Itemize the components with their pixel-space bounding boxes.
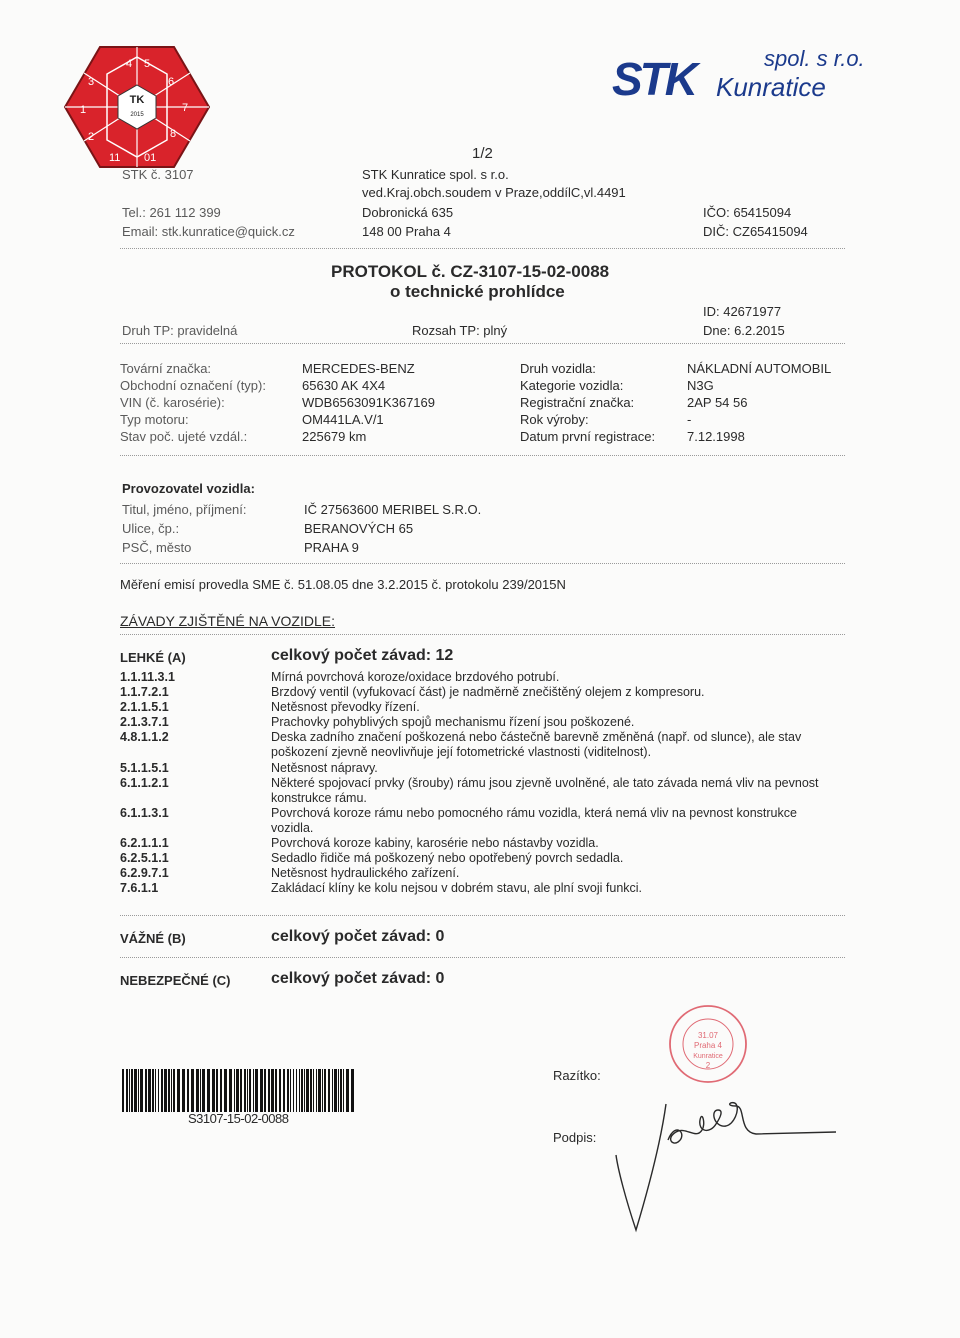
barcode-bar xyxy=(200,1069,201,1112)
defect-code: 1.1.11.3.1 xyxy=(120,670,175,684)
barcode-bar xyxy=(191,1069,194,1112)
barcode-bar xyxy=(173,1069,175,1112)
svg-text:3: 3 xyxy=(88,76,95,88)
barcode-bar xyxy=(249,1069,251,1112)
barcode-bar xyxy=(334,1069,337,1112)
email: Email: stk.kunratice@quick.cz xyxy=(122,224,295,239)
defect-description: Netěsnost nápravy. xyxy=(271,761,378,775)
svg-text:8: 8 xyxy=(170,128,177,140)
barcode-bar xyxy=(182,1069,185,1112)
barcode-bar xyxy=(145,1069,147,1112)
vehicle-right-labels xyxy=(520,360,655,445)
vehicle-label: VIN (č. karosérie): xyxy=(120,395,225,410)
defect-description: Povrchová koroze kabiny, karosérie nebo nástavby vozidla. xyxy=(271,836,599,850)
svg-text:6: 6 xyxy=(168,76,175,88)
svg-text:2015: 2015 xyxy=(130,112,144,118)
svg-text:2: 2 xyxy=(705,1061,711,1070)
barcode-bar xyxy=(202,1069,205,1112)
defect-description: Prachovky pohyblivých spojů mechanismu řízení jsou poškozené. xyxy=(271,715,635,729)
vehicle-kind: NÁKLADNÍ AUTOMOBIL xyxy=(687,361,832,376)
operator-labels xyxy=(122,500,247,557)
vehicle-left-labels xyxy=(120,360,266,445)
vehicle-label: Rok výroby: xyxy=(520,412,589,427)
barcode-bar xyxy=(316,1069,317,1112)
barcode-bar xyxy=(332,1069,333,1112)
barcode-bar xyxy=(168,1069,170,1112)
vehicle-label: Stav poč. ujeté vzdál.: xyxy=(120,429,248,444)
barcode-bar xyxy=(164,1069,167,1112)
svg-text:01: 01 xyxy=(144,152,157,164)
protocol-subtitle: o technické prohlídce xyxy=(390,282,565,301)
official-stamp xyxy=(667,1002,749,1086)
light-defects-name: LEHKÉ (A) xyxy=(120,650,186,665)
vehicle-make: MERCEDES-BENZ xyxy=(302,361,415,376)
barcode-bar xyxy=(138,1069,139,1112)
divider xyxy=(120,915,845,916)
defect-description: Zakládací klíny ke kolu nejsou v dobrém stavu, ale plní svoji funkci. xyxy=(271,881,643,895)
barcode xyxy=(122,1069,357,1112)
vehicle-type: 65630 AK 4X4 xyxy=(302,378,386,393)
protocol-id: ID: 42671977 xyxy=(703,304,782,319)
barcode-bar xyxy=(328,1069,330,1112)
barcode-bar xyxy=(158,1069,159,1112)
barcode-bar xyxy=(240,1069,242,1112)
barcode-bar xyxy=(304,1069,305,1112)
barcode-bar xyxy=(161,1069,163,1112)
defect-code: 2.1.1.5.1 xyxy=(120,700,169,714)
barcode-bar xyxy=(234,1069,235,1112)
barcode-bar xyxy=(343,1069,344,1112)
barcode-bar xyxy=(306,1069,309,1112)
vehicle-label: Datum první registrace: xyxy=(520,429,656,444)
company-city: 148 00 Praha 4 xyxy=(362,224,451,239)
barcode-bar xyxy=(134,1069,137,1112)
vehicle-label: Typ motoru: xyxy=(120,412,189,427)
barcode-bar xyxy=(293,1069,294,1112)
vehicle-category: N3G xyxy=(687,378,714,393)
barcode-bar xyxy=(310,1069,312,1112)
barcode-bar xyxy=(340,1069,342,1112)
vehicle-year: - xyxy=(687,412,692,427)
major-defects-total: celkový počet závad: 0 xyxy=(271,928,445,945)
light-defects-total: celkový počet závad: 12 xyxy=(271,647,454,664)
barcode-bar xyxy=(216,1069,218,1112)
vehicle-label: Obchodní označení (typ): xyxy=(120,378,266,393)
svg-text:1: 1 xyxy=(80,104,87,116)
signature-label: Podpis: xyxy=(553,1130,597,1145)
svg-text:4: 4 xyxy=(126,58,133,70)
vehicle-first-registration: 7.12.1998 xyxy=(687,429,745,444)
barcode-bar xyxy=(155,1069,156,1112)
divider xyxy=(120,343,845,344)
company-name: STK Kunratice spol. s r.o. xyxy=(362,167,509,182)
barcode-bar xyxy=(318,1069,321,1112)
dic: DIČ: CZ65415094 xyxy=(703,224,808,239)
divider xyxy=(120,248,845,249)
svg-text:11: 11 xyxy=(109,152,121,164)
defect-description: Mírná povrchová koroze/oxidace brzdového potrubí. xyxy=(271,670,560,684)
operator-label: Titul, jméno, příjmení: xyxy=(122,502,247,517)
barcode-bar xyxy=(279,1069,281,1112)
defect-code: 6.1.1.2.1 xyxy=(120,776,169,790)
ico: IČO: 65415094 xyxy=(703,205,792,220)
vehicle-left-values xyxy=(302,360,435,445)
vehicle-label: Registrační značka: xyxy=(520,395,635,410)
defects-heading: ZÁVADY ZJIŠTĚNÉ NA VOZIDLE: xyxy=(120,613,335,629)
operator-label: Ulice, čp.: xyxy=(122,521,180,536)
barcode-bar xyxy=(313,1069,314,1112)
logo-kunratice-text: Kunratice xyxy=(716,72,826,102)
barcode-bar xyxy=(187,1069,189,1112)
company-street: Dobronická 635 xyxy=(362,205,454,220)
vehicle-right-values xyxy=(687,360,831,445)
defect-description: Deska zadního značení poškozená nebo částečně barevně změněná (např. od slunce), ale stav poškození zjevně neovlivňuje její fotometrické vlastnosti (viditelnost). xyxy=(271,730,802,759)
protocol-title: PROTOKOL č. CZ-3107-15-02-0088 xyxy=(331,262,610,281)
stk-hexagon-logo xyxy=(64,45,210,169)
vehicle-label: Druh vozidla: xyxy=(520,361,596,376)
divider xyxy=(120,957,845,958)
barcode-bar xyxy=(253,1069,254,1112)
vehicle-mileage: 225679 km xyxy=(302,429,367,444)
defect-code: 5.1.1.5.1 xyxy=(120,761,169,775)
defect-code: 4.8.1.1.2 xyxy=(120,730,169,744)
defect-code: 6.2.5.1.1 xyxy=(120,851,169,865)
barcode-bar xyxy=(324,1069,326,1112)
barcode-bar xyxy=(260,1069,263,1112)
barcode-text: S3107-15-02-0088 xyxy=(188,1111,289,1126)
vehicle-plate: 2AP 54 56 xyxy=(687,395,748,410)
svg-text:Praha 4: Praha 4 xyxy=(693,1041,723,1050)
divider xyxy=(120,634,845,635)
operator-city: PRAHA 9 xyxy=(304,540,359,555)
defect-description: Brzdový ventil (vyfukovací část) je nadměrně znečištěný olejem z kompresoru. xyxy=(271,685,705,699)
barcode-bar xyxy=(131,1069,133,1112)
svg-text:7: 7 xyxy=(182,102,189,114)
dangerous-defects-name: NEBEZPEČNÉ (C) xyxy=(120,973,231,988)
divider xyxy=(120,563,845,564)
stk-number: STK č. 3107 xyxy=(122,167,194,182)
vehicle-engine: OM441LA.V/1 xyxy=(302,412,384,427)
defect-code: 1.1.7.2.1 xyxy=(120,685,169,699)
barcode-bar xyxy=(212,1069,215,1112)
barcode-bar xyxy=(296,1069,297,1112)
barcode-bar xyxy=(255,1069,258,1112)
logo-stk-text: STK xyxy=(612,53,695,105)
defect-code: 6.2.9.7.1 xyxy=(120,866,169,880)
barcode-bar xyxy=(271,1069,274,1112)
barcode-bar xyxy=(229,1069,232,1112)
defect-description: Netěsnost převodky řízení. xyxy=(271,700,420,714)
operator-label: PSČ, město xyxy=(122,540,192,555)
operator-street: BERANOVÝCH 65 xyxy=(304,521,414,536)
phone: Tel.: 261 112 399 xyxy=(122,205,221,220)
barcode-bar xyxy=(290,1069,291,1112)
barcode-bar xyxy=(177,1069,180,1112)
defect-code: 6.2.1.1.1 xyxy=(120,836,169,850)
barcode-bar xyxy=(196,1069,199,1112)
svg-text:31.07: 31.07 xyxy=(697,1031,719,1040)
barcode-bar xyxy=(171,1069,172,1112)
divider xyxy=(120,455,845,456)
barcode-bar xyxy=(346,1069,349,1112)
company-registration: ved.Kraj.obch.soudem v Praze,oddílC,vl.4491 xyxy=(362,185,626,200)
emissions-note: Měření emisí provedla SME č. 51.08.05 dne 3.2.2015 č. protokolu 239/2015N xyxy=(120,577,566,592)
page-number: 1/2 xyxy=(472,145,493,162)
protocol-date: Dne: 6.2.2015 xyxy=(703,323,785,338)
svg-text:5: 5 xyxy=(144,58,151,70)
barcode-bar xyxy=(264,1069,266,1112)
stk-kunratice-logo xyxy=(606,46,886,106)
barcode-bar xyxy=(322,1069,323,1112)
defect-description: Sedadlo řidiče má poškozený nebo opotřebený povrch sedadla. xyxy=(271,851,624,865)
barcode-bar xyxy=(301,1069,303,1112)
vehicle-vin: WDB6563091K367169 xyxy=(302,395,435,410)
barcode-bar xyxy=(129,1069,130,1112)
barcode-bar xyxy=(283,1069,285,1112)
major-defects-name: VÁŽNÉ (B) xyxy=(120,931,186,946)
barcode-bar xyxy=(236,1069,239,1112)
barcode-bar xyxy=(224,1069,227,1112)
dangerous-defects-total: celkový počet závad: 0 xyxy=(271,970,445,987)
inspection-type: Druh TP: pravidelná xyxy=(122,323,238,338)
barcode-bar xyxy=(148,1069,151,1112)
barcode-bar xyxy=(244,1069,246,1112)
operator-name: IČ 27563600 MERIBEL S.R.O. xyxy=(304,502,482,517)
inspection-scope: Rozsah TP: plný xyxy=(412,323,508,338)
barcode-bar xyxy=(275,1069,277,1112)
signature xyxy=(606,1080,846,1248)
barcode-bar xyxy=(207,1069,210,1112)
barcode-bar xyxy=(140,1069,143,1112)
operator-values xyxy=(304,500,481,557)
barcode-bar xyxy=(299,1069,300,1112)
defect-description: Netěsnost hydraulického zařízení. xyxy=(271,866,460,880)
svg-text:Kunratice: Kunratice xyxy=(693,1053,723,1060)
barcode-bar xyxy=(220,1069,222,1112)
barcode-bar xyxy=(351,1069,354,1112)
stamp-label: Razítko: xyxy=(553,1068,601,1083)
barcode-bar xyxy=(122,1069,124,1112)
defect-code: 7.6.1.1 xyxy=(120,881,159,895)
operator-heading: Provozovatel vozidla: xyxy=(122,481,255,496)
svg-text:TK: TK xyxy=(129,94,145,106)
barcode-bar xyxy=(247,1069,248,1112)
vehicle-label: Tovární značka: xyxy=(120,361,212,376)
logo-spol-text: spol. s r.o. xyxy=(764,46,865,71)
barcode-bar xyxy=(268,1069,270,1112)
svg-text:2: 2 xyxy=(88,131,95,143)
barcode-bar xyxy=(287,1069,289,1112)
vehicle-label: Kategorie vozidla: xyxy=(520,378,624,393)
defect-code: 6.1.1.3.1 xyxy=(120,806,169,820)
defect-code: 2.1.3.7.1 xyxy=(120,715,169,729)
defect-description: Povrchová koroze rámu nebo pomocného rámu vozidla, která nemá vliv na pevnost konstrukce vozidla. xyxy=(271,806,797,835)
defect-description: Některé spojovací prvky (šrouby) rámu jsou zjevně uvolněné, ale tato závada nemá vliv na pevnost konstrukce rámu. xyxy=(271,776,819,805)
barcode-bar xyxy=(338,1069,339,1112)
barcode-bar xyxy=(126,1069,128,1112)
barcode-bar xyxy=(152,1069,154,1112)
